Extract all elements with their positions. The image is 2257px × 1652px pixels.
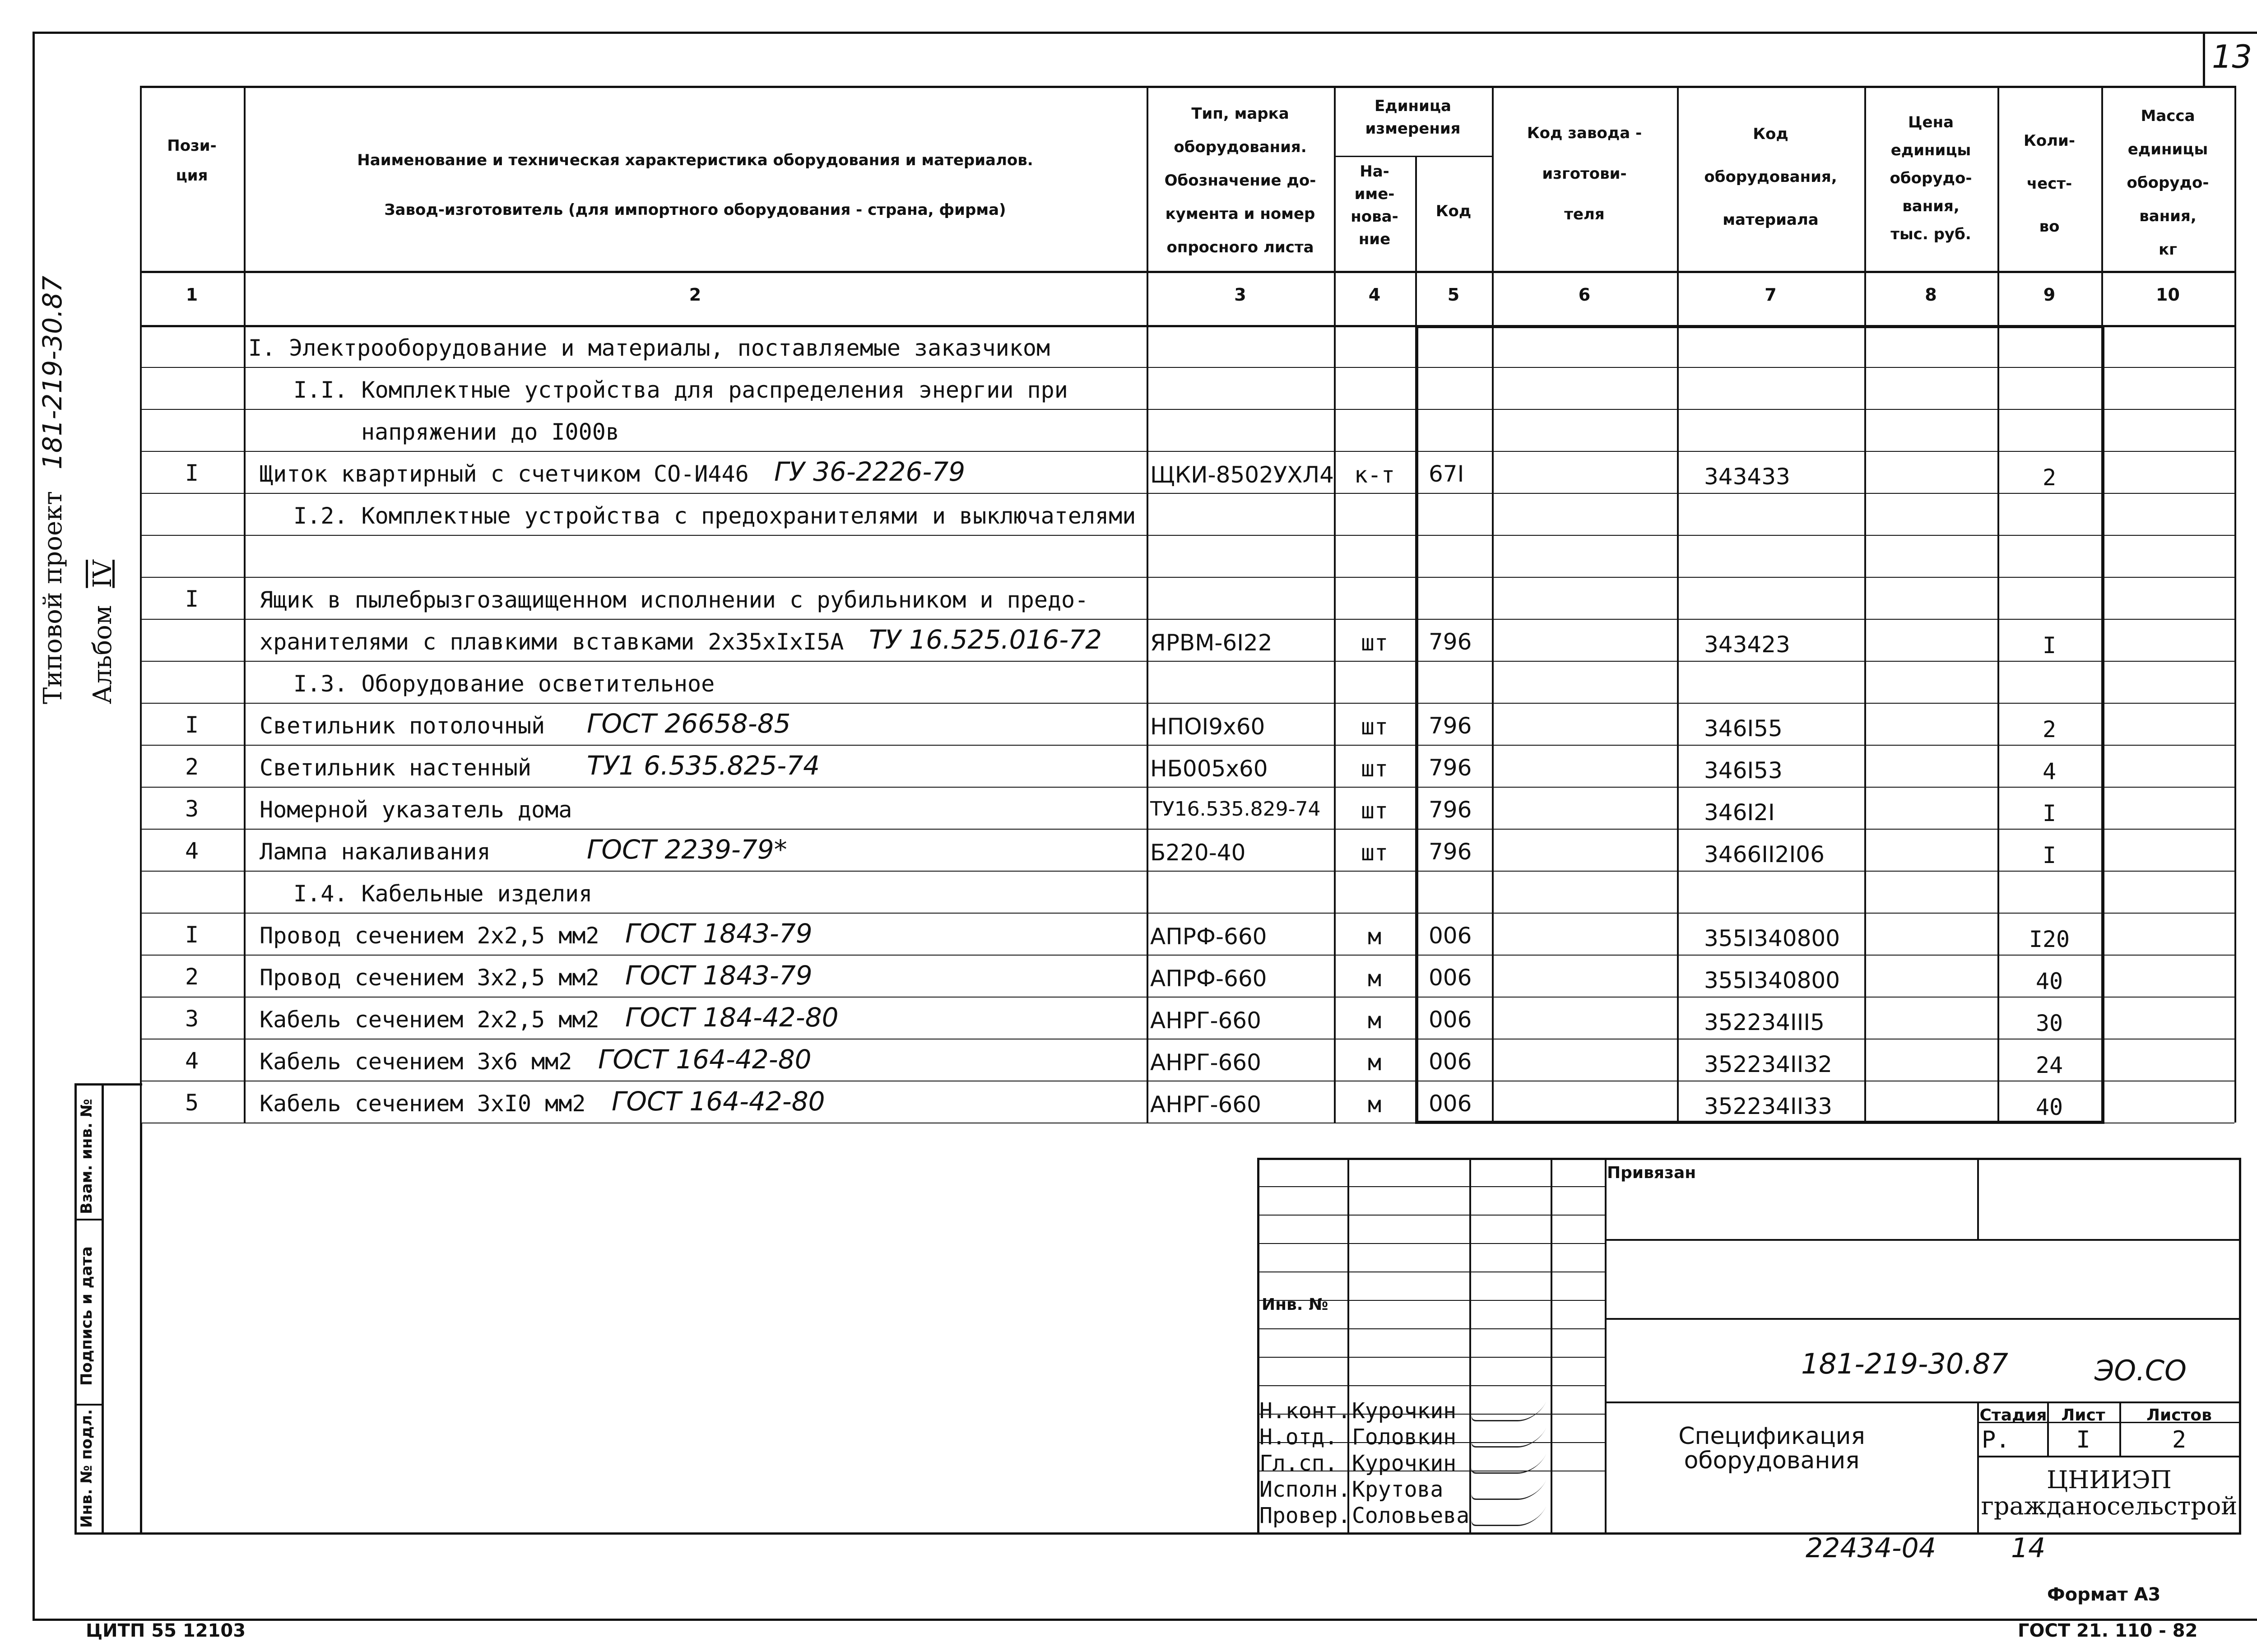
row-position: 4 bbox=[185, 838, 199, 864]
row-quantity: I20 bbox=[2029, 926, 2070, 952]
stamp-inv-podl: Инв. № подл. bbox=[78, 1409, 96, 1528]
hdr-col10-l3: оборудо- bbox=[2127, 174, 2209, 192]
tb-hline bbox=[1257, 1186, 1605, 1187]
row-position: 2 bbox=[185, 754, 199, 780]
row-position: 3 bbox=[185, 796, 199, 822]
role-name: Курочкин bbox=[1352, 1398, 1457, 1424]
hdr-col10-l2: единицы bbox=[2127, 140, 2208, 158]
row-position: 2 bbox=[185, 964, 199, 990]
row-gost: ГОСТ 164-42-80 bbox=[598, 1044, 812, 1075]
row-unit: м bbox=[1367, 1007, 1382, 1034]
role-label: Гл.сп. bbox=[1259, 1451, 1338, 1476]
tb-code-bottom bbox=[1605, 1401, 2239, 1403]
row-gost: ТУ1 6.535.825-74 bbox=[587, 750, 820, 781]
row-name: Светильник настенный bbox=[260, 755, 532, 781]
row-position: I bbox=[185, 712, 199, 738]
org-l2: гражданосельстрой bbox=[1981, 1492, 2238, 1520]
row-name: Лампа накаливания bbox=[260, 839, 491, 865]
row-material-code: 355I340800 bbox=[1704, 925, 1840, 951]
column-number: 3 bbox=[1234, 285, 1246, 305]
row-name: I.3. Оборудование осветительное bbox=[293, 671, 715, 697]
role-name: Курочкин bbox=[1352, 1451, 1457, 1476]
tb-hline bbox=[1257, 1385, 1605, 1386]
row-name: Кабель сечением 3х6 мм2 bbox=[260, 1049, 572, 1075]
doc-title bbox=[1607, 1424, 1937, 1473]
hdr-col6-l3: теля bbox=[1564, 205, 1605, 223]
hdr-col8-l3: оборудо- bbox=[1890, 169, 1972, 187]
hdr-col1-l1: Пози- bbox=[167, 137, 217, 155]
tb-hline bbox=[1257, 1271, 1605, 1272]
row-type: АНРГ-660 bbox=[1150, 1049, 1261, 1076]
role-label: Исполн. bbox=[1259, 1477, 1351, 1502]
role-label: Н.отд. bbox=[1259, 1425, 1338, 1450]
archive-page: 14 bbox=[2011, 1532, 2046, 1564]
hdr-col10-l1: Масса bbox=[2141, 107, 2195, 125]
hdr-col3-l2: оборудования. bbox=[1174, 138, 1307, 156]
row-material-code: 346I53 bbox=[1704, 757, 1783, 784]
album-number: IV bbox=[88, 560, 117, 588]
row-code: 796 bbox=[1429, 755, 1472, 781]
tb-hline bbox=[1257, 1357, 1605, 1358]
row-type: ТУ16.535.829-74 bbox=[1150, 798, 1321, 821]
row-code: 006 bbox=[1429, 1007, 1472, 1033]
row-code: 796 bbox=[1429, 839, 1472, 865]
row-material-code: 352234III5 bbox=[1704, 1009, 1825, 1035]
tb-privyazan-split bbox=[1977, 1158, 1979, 1239]
tb-left bbox=[1257, 1158, 1259, 1532]
row-quantity: 2 bbox=[2042, 716, 2057, 742]
privyazan-label: Привязан bbox=[1607, 1164, 1696, 1182]
row-code: 67I bbox=[1429, 461, 1464, 487]
tb-hline bbox=[1257, 1215, 1605, 1216]
row-gost: ГОСТ 1843-79 bbox=[625, 918, 813, 949]
row-name: напряжении до I000в bbox=[361, 419, 619, 445]
gost-label: ГОСТ 21. 110 - 82 bbox=[2018, 1620, 2198, 1641]
row-code: 006 bbox=[1429, 1049, 1472, 1075]
role-name: Головкин bbox=[1352, 1425, 1457, 1450]
tb-vline bbox=[1469, 1158, 1471, 1532]
hdr-col9-l3: во bbox=[2039, 218, 2060, 236]
hdr-col3-l4: кумента и номер bbox=[1165, 205, 1315, 223]
role-name: Крутова bbox=[1352, 1477, 1444, 1502]
stamp-vzam: Взам. инв. № bbox=[78, 1099, 96, 1214]
row-material-code: 3466II2I06 bbox=[1704, 841, 1825, 868]
row-position: 5 bbox=[185, 1090, 199, 1116]
hdr-col4-l4: ние bbox=[1358, 230, 1391, 248]
hdr-col5: Код bbox=[1435, 202, 1472, 220]
tb-right bbox=[2239, 1158, 2241, 1532]
hdr-col8-l4: вания, bbox=[1902, 197, 1960, 215]
sheet-value: I bbox=[2076, 1426, 2090, 1453]
row-name: Ящик в пылебрызгозащищенном исполнении с рубильником и предо- bbox=[260, 587, 1089, 613]
row-code: 006 bbox=[1429, 1091, 1472, 1117]
row-gost: ГОСТ 184-42-80 bbox=[625, 1002, 839, 1033]
hdr-unit-l1: Единица bbox=[1375, 97, 1451, 115]
hdr-col3-l5: опросного листа bbox=[1166, 238, 1314, 256]
row-unit: м bbox=[1367, 1049, 1382, 1076]
row-name: Щиток квартирный с счетчиком СО-И446 bbox=[260, 461, 749, 487]
cipt-label: ЦИТП 55 12103 bbox=[86, 1620, 246, 1641]
column-number: 9 bbox=[2043, 285, 2056, 305]
row-name: Кабель сечением 3хI0 мм2 bbox=[260, 1091, 586, 1117]
row-unit: шт bbox=[1361, 714, 1389, 740]
hdr-col2-l1: Наименование и техническая характеристика оборудования и материалов. bbox=[357, 151, 1033, 169]
row-code: 796 bbox=[1429, 629, 1472, 655]
row-name: Светильник потолочный bbox=[260, 713, 545, 739]
row-quantity: 30 bbox=[2035, 1010, 2063, 1036]
hdr-col8-l2: единицы bbox=[1890, 141, 1971, 159]
row-unit: м bbox=[1367, 965, 1382, 992]
row-unit: м bbox=[1367, 923, 1382, 950]
row-material-code: 346I55 bbox=[1704, 715, 1783, 742]
row-type: ЩКИ-8502УХЛ4 bbox=[1150, 462, 1334, 488]
column-number: 8 bbox=[1925, 285, 1937, 305]
tb-vline bbox=[1605, 1158, 1607, 1532]
hdr-col10-l5: кг bbox=[2159, 241, 2177, 259]
tb-hline bbox=[1257, 1243, 1605, 1244]
tb-vline bbox=[1551, 1158, 1552, 1532]
hdr-col7-l1: Код bbox=[1753, 125, 1788, 143]
column-number: 1 bbox=[186, 285, 198, 305]
row-name: Провод сечением 3х2,5 мм2 bbox=[260, 965, 599, 991]
hdr-col3-l1: Тип, марка bbox=[1191, 105, 1289, 123]
row-gost: ГУ 36-2226-79 bbox=[774, 456, 966, 487]
row-name: Провод сечением 2х2,5 мм2 bbox=[260, 923, 599, 949]
hdr-col3-l3: Обозначение до- bbox=[1164, 172, 1316, 190]
org-name bbox=[1979, 1467, 2239, 1519]
row-code: 796 bbox=[1429, 797, 1472, 823]
row-type: АНРГ-660 bbox=[1150, 1091, 1261, 1118]
tb-privyazan-bottom bbox=[1605, 1239, 2239, 1241]
row-unit: м bbox=[1367, 1091, 1382, 1118]
tb-code-top bbox=[1605, 1318, 2239, 1320]
hdr-col8-l5: тыс. руб. bbox=[1890, 225, 1971, 243]
hdr-col7-l3: материала bbox=[1723, 211, 1819, 229]
row-position: I bbox=[185, 460, 199, 486]
role-label: Н.конт. bbox=[1259, 1398, 1351, 1424]
column-number: 6 bbox=[1578, 285, 1591, 305]
row-quantity: 40 bbox=[2035, 968, 2063, 994]
row-type: АНРГ-660 bbox=[1150, 1007, 1261, 1034]
hdr-col2-l2: Завод-изготовитель (для импортного оборудования - страна, фирма) bbox=[384, 201, 1006, 219]
row-quantity: 40 bbox=[2035, 1094, 2063, 1120]
row-unit: шт bbox=[1361, 756, 1389, 782]
row-name: I. Электрооборудование и материалы, поставляемые заказчиком bbox=[248, 335, 1050, 361]
tb-top bbox=[1257, 1158, 2239, 1160]
row-material-code: 343433 bbox=[1704, 464, 1790, 490]
hdr-col8-l1: Цена bbox=[1908, 113, 1954, 131]
row-name: хранителями с плавкими вставками 2х35хIхI5А bbox=[260, 629, 844, 655]
column-number: 5 bbox=[1447, 285, 1460, 305]
row-quantity: 24 bbox=[2035, 1052, 2063, 1078]
tb-hline bbox=[1257, 1328, 1605, 1329]
row-unit: шт bbox=[1361, 798, 1389, 824]
row-name: I.2. Комплектные устройства с предохранителями и выключателями bbox=[293, 503, 1136, 529]
tb-vline bbox=[1347, 1158, 1349, 1532]
row-position: I bbox=[185, 922, 199, 948]
hdr-col6-l1: Код завода - bbox=[1527, 124, 1642, 142]
hdr-col9-l1: Коли- bbox=[2024, 132, 2075, 150]
album-text: Альбом bbox=[88, 605, 117, 704]
row-quantity: I bbox=[2042, 800, 2057, 826]
row-name: Кабель сечением 2х2,5 мм2 bbox=[260, 1007, 599, 1033]
column-number: 2 bbox=[689, 285, 701, 305]
doc-title-l2: оборудования bbox=[1684, 1447, 1860, 1474]
sheet-number: 13 bbox=[2212, 38, 2252, 75]
row-type: НПОI9х60 bbox=[1150, 714, 1265, 740]
row-code: 796 bbox=[1429, 713, 1472, 739]
sheets-value: 2 bbox=[2172, 1426, 2187, 1453]
row-type: НБ005х60 bbox=[1150, 756, 1268, 782]
doc-code: 181-219-30.87 bbox=[1801, 1347, 2008, 1380]
row-code: 006 bbox=[1429, 923, 1472, 949]
archive-number: 22434-04 bbox=[1806, 1532, 1936, 1564]
row-code: 006 bbox=[1429, 965, 1472, 991]
sheets-label: Листов bbox=[2146, 1406, 2212, 1425]
row-name: I.I. Комплектные устройства для распределения энергии при bbox=[293, 377, 1068, 403]
row-gost: ГОСТ 2239-79* bbox=[587, 834, 787, 865]
row-unit: к-т bbox=[1354, 462, 1395, 488]
hdr-col7-l2: оборудования, bbox=[1704, 168, 1837, 186]
row-name: I.4. Кабельные изделия bbox=[293, 881, 593, 907]
row-unit: шт bbox=[1361, 630, 1389, 656]
inv-no-label: Инв. № bbox=[1262, 1295, 1328, 1314]
column-number: 10 bbox=[2156, 285, 2180, 305]
hdr-col10-l4: вания, bbox=[2139, 207, 2197, 225]
hdr-col4-l2: име- bbox=[1354, 185, 1395, 203]
project-text: Типовой проект bbox=[38, 491, 68, 704]
row-gost: ГОСТ 1843-79 bbox=[625, 960, 813, 991]
row-name: Номерной указатель дома bbox=[260, 797, 572, 823]
row-quantity: 4 bbox=[2042, 758, 2057, 784]
sheet-label: Лист bbox=[2061, 1406, 2105, 1425]
hdr-col1-l2: ция bbox=[176, 167, 208, 185]
row-type: ЯРВМ-6I22 bbox=[1150, 630, 1272, 656]
stage-label: Стадия bbox=[1979, 1406, 2047, 1425]
tb-stage-left bbox=[1977, 1401, 1979, 1532]
row-position: I bbox=[185, 586, 199, 612]
row-unit: шт bbox=[1361, 840, 1389, 866]
row-position: 4 bbox=[185, 1048, 199, 1074]
role-name: Соловьева bbox=[1352, 1503, 1470, 1528]
hdr-unit-l2: измерения bbox=[1365, 120, 1461, 138]
row-type: Б220-40 bbox=[1150, 840, 1246, 866]
row-gost: ГОСТ 164-42-80 bbox=[612, 1086, 825, 1117]
row-material-code: 346I2I bbox=[1704, 799, 1775, 826]
row-material-code: 352234II33 bbox=[1704, 1093, 1832, 1119]
org-l1: ЦНИИЭП bbox=[2047, 1466, 2172, 1494]
row-gost: ТУ 16.525.016-72 bbox=[869, 624, 1102, 655]
format-label: Формат А3 bbox=[2047, 1584, 2161, 1605]
tb-stage-bottom bbox=[1977, 1456, 2239, 1457]
hdr-col9-l2: чест- bbox=[2026, 175, 2072, 193]
doc-mark: ЭО.СО bbox=[2094, 1354, 2187, 1387]
column-number: 4 bbox=[1368, 285, 1381, 305]
doc-title-l1: Спецификация bbox=[1678, 1423, 1865, 1450]
hdr-col6-l2: изготови- bbox=[1542, 165, 1627, 183]
row-type: АПРФ-660 bbox=[1150, 965, 1267, 992]
row-quantity: I bbox=[2042, 632, 2057, 659]
row-position: 3 bbox=[185, 1006, 199, 1032]
row-quantity: 2 bbox=[2042, 464, 2057, 491]
hdr-col4-l1: На- bbox=[1360, 162, 1389, 181]
row-gost: ГОСТ 26658-85 bbox=[587, 708, 791, 739]
row-material-code: 352234II32 bbox=[1704, 1051, 1832, 1077]
project-code: 181-219-30.87 bbox=[37, 275, 68, 470]
hdr-col4-l3: нова- bbox=[1351, 208, 1398, 226]
stage-value: Р. bbox=[1982, 1426, 2010, 1453]
stamp-podpis: Подпись и дата bbox=[78, 1246, 96, 1386]
column-number: 7 bbox=[1765, 285, 1777, 305]
row-type: АПРФ-660 bbox=[1150, 923, 1267, 950]
row-material-code: 343423 bbox=[1704, 631, 1790, 658]
row-quantity: I bbox=[2042, 842, 2057, 868]
role-label: Провер. bbox=[1259, 1503, 1351, 1528]
row-material-code: 355I340800 bbox=[1704, 967, 1840, 993]
